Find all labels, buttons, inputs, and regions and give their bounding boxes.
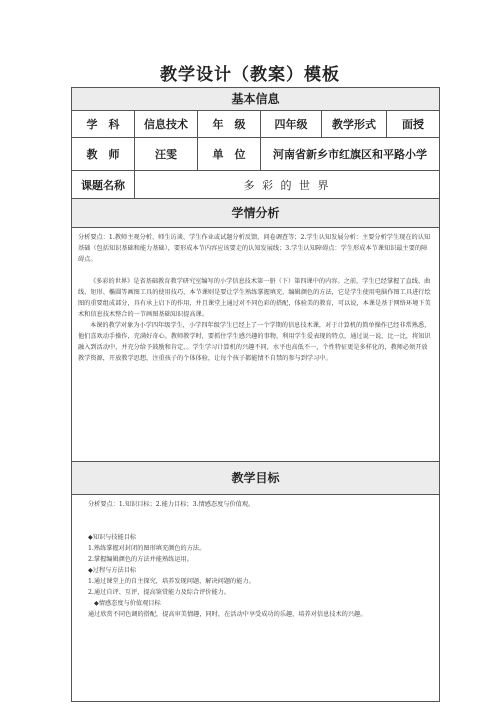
emotion-item-1: 通过欣赏不同色调的搭配，提高审美情趣，同时，在活动中享受成功的乐趣，培养对信息技术的兴趣。 — [88, 611, 367, 618]
teacher-row — [72, 138, 439, 171]
objectives-points: 分析要点：1.知识目标；2.能力目标；3.情感态度与价值观。 — [88, 501, 255, 508]
knowledge-heading: ◆知识与技能目标 — [88, 534, 137, 541]
analysis-points: 分析要点：1.教师主观分析、师生访谈、学生作业或试题分析反馈、问卷调查等；2.学生认知发展分析：主要分析学生现在的认知基础（包括知识基础和能力基础），要形成本节内容应该要走的认知发展线；3.学生认知障碍点：学生形成本节课知识最主要的障碍点。 — [78, 234, 431, 263]
objectives-body — [72, 495, 439, 701]
emotion-heading: ◆情感态度与价值观目标 — [94, 600, 161, 607]
subject-value: 信息技术 — [135, 111, 198, 137]
analysis-paragraph-2: 本课的教学对象为小学四年级学生，小学四年级学生已经上了一个学期的信息技术课，对于计算机的简单操作已经非常熟悉，他们喜欢动手操作，充满好奇心。教师教学时，要抓住学生感兴趣的事物，利用学生爱表现的特点，通过说一说，比一比，将知识融入到活动中，并充分给予鼓励和肯定，。学生学习计算机的兴趣不同，水平也高低不一，个性特征更是多样化的，教师必须开放教学资源，开放教学思想，注重孩子的个体体验，让每个孩子都能情不自禁的参与到学习中。 — [78, 322, 431, 362]
unit-label: 单 位 — [198, 138, 261, 170]
analysis-header: 学情分析 — [72, 199, 439, 228]
form-label: 教学形式 — [322, 111, 387, 137]
process-item-1: 1.通过课堂上的自主探究，培养发现问题、解决问题的能力。 — [88, 578, 255, 585]
form-value: 面授 — [402, 118, 424, 131]
process-item-2: 2.通过自评、互评，提高鉴赏能力及综合评价能力。 — [88, 589, 231, 596]
teacher-label: 教 师 — [72, 138, 135, 170]
topic-label: 课题名称 — [72, 171, 135, 198]
lesson-plan-table — [71, 87, 440, 702]
page-title: 教学设计（教案）模板 — [160, 65, 340, 85]
analysis-body — [72, 228, 439, 462]
teacher-value: 汪雯 — [135, 138, 198, 170]
unit-value: 河南省新乡市红旗区和平路小学 — [273, 148, 427, 161]
grade-value: 四年级 — [261, 111, 322, 137]
topic-row — [72, 171, 439, 199]
grade-label: 年 级 — [198, 111, 261, 137]
topic-value: 多 彩 的 世 界 — [243, 178, 331, 192]
knowledge-item-2: 2.掌握编辑颜色的方法并能熟练运用。 — [88, 556, 193, 563]
process-heading: ◆过程与方法目标 — [88, 567, 137, 574]
basic-info-header: 基本信息 — [72, 88, 439, 111]
subject-label: 学 科 — [72, 111, 135, 137]
analysis-paragraph-1: 《多彩的世界》是省基础教育教学研究室编写的小学信息技术第一册（下）第四课中的内容。之前，学生已经掌握了直线、曲线、矩形、椭圆等画图工具的使用技巧，本节课则是要让学生熟练掌握填充、编辑颜色的方法，它是学生使用电脑作图工具进行绘图的重要组成部分，具有承上启下的作用，并且课堂上通过对不同色彩的搭配，体验美的教育，可以说，本课是基于网络环境下美术和信息技术整合的一节画图基础知识提高课。 — [78, 278, 431, 318]
objectives-header: 教学目标 — [72, 462, 439, 495]
subject-row — [72, 111, 439, 138]
knowledge-item-1: 1.熟练掌握对封闭的图形填充颜色的方法。 — [88, 545, 206, 552]
